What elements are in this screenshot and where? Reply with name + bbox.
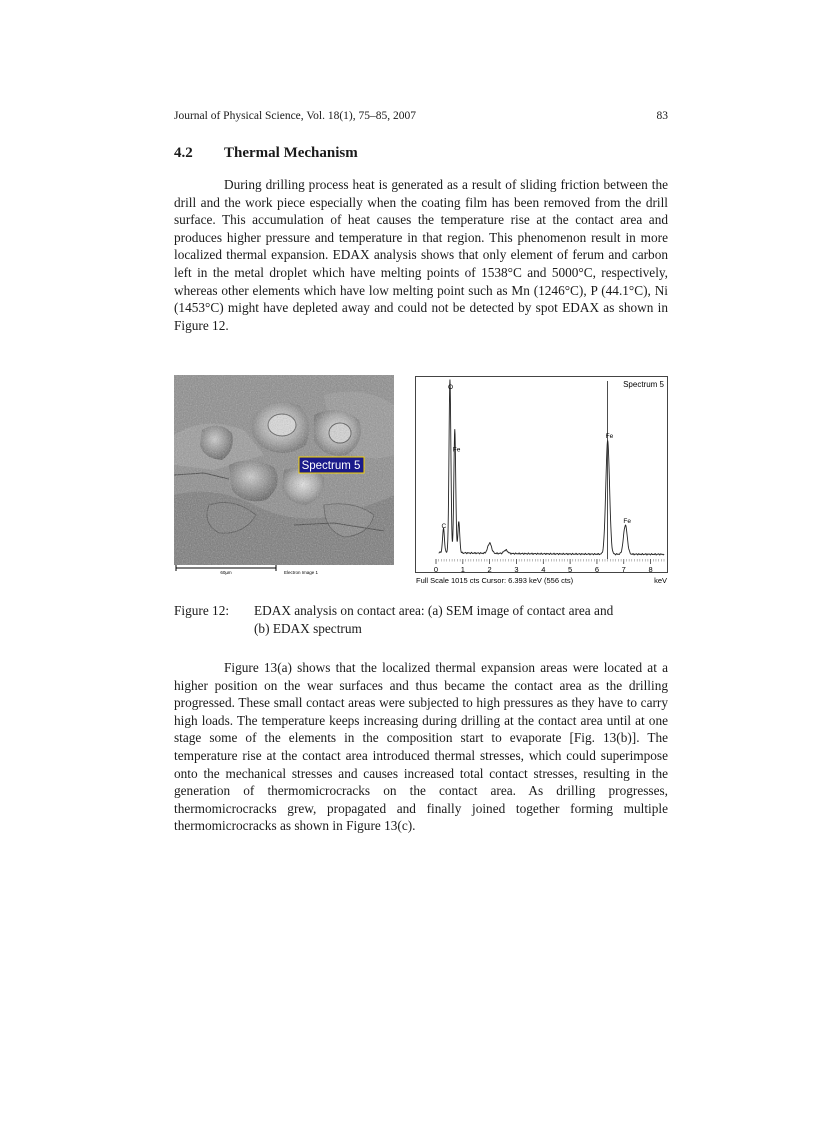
edax-tick-label-2: 2 bbox=[487, 565, 492, 574]
edax-tick-label-3: 3 bbox=[514, 565, 519, 574]
sem-scale-label: 60µm bbox=[220, 570, 232, 575]
edax-tick-label-1: 1 bbox=[460, 565, 465, 574]
edax-peak-label-fe: Fe bbox=[623, 517, 631, 525]
figure-caption-line-1: EDAX analysis on contact area: (a) SEM image of contact area and bbox=[254, 603, 614, 618]
edax-tick-label-4: 4 bbox=[541, 565, 546, 574]
edax-peak-label-fe: Fe bbox=[605, 432, 614, 440]
body-paragraph-2: Figure 13(a) shows that the localized thermal expansion areas were located at a higher position on the wear surfaces and thus became the contact area as the drilling progressed. These small contact areas were subjected to high pressures as they have to carry high loads. The temperature keeps increasing during drilling at the contact area until at one stage some of the elements in the composition start to evaporate [Fig. 13(b)]. The temperature rise at the contact area introduced thermal stresses, which could superimpose onto the mechanical stresses and causes increased total contact stresses, resulting in the generation of thermomicrocracks on the contact area. As drilling progresses, thermomicrocracks grew, propagated and finally joined together forming multiple thermomicrocracks as shown in Figure 13(c). bbox=[174, 660, 668, 834]
page-number: 83 bbox=[656, 110, 668, 122]
edax-tick-label-5: 5 bbox=[568, 565, 573, 574]
body-paragraph-1: During drilling process heat is generated as a result of sliding friction between the drill and the work piece especially when the coating film has been removed from the drill surface. This accumulation of heat causes the temperature rise at the contact area and produces higher pressure and temperature in that region. This phenomenon result in more localized thermal expansion. EDAX analysis shows that only element of ferum and carbon left in the metal droplet which have melting points of 1538°C and 5000°C, respectively, whereas other elements which have low melting point such as Mn (1246°C), P (44.1°C), Ni (1453°C) might have depleted away and could not be detected by spot EDAX as shown in Figure 12. bbox=[174, 177, 668, 333]
edax-footer-left: Full Scale 1015 cts Cursor: 6.393 keV (556 cts) bbox=[416, 576, 574, 585]
edax-tick-label-6: 6 bbox=[594, 565, 600, 574]
edax-tick-label-7: 7 bbox=[621, 565, 626, 574]
running-head bbox=[174, 110, 668, 122]
figure-caption bbox=[174, 602, 674, 637]
edax-tick-label-0: 0 bbox=[433, 565, 439, 574]
figure-caption-label: Figure 12: bbox=[174, 603, 230, 618]
journal-citation: Journal of Physical Science, Vol. 18(1), 75–85, 2007 bbox=[174, 110, 417, 122]
sem-image-label: Electron Image 1 bbox=[284, 570, 319, 575]
edax-title: Spectrum 5 bbox=[623, 380, 664, 389]
edax-peak-label-fe: Fe bbox=[452, 446, 461, 454]
section-title: Thermal Mechanism bbox=[224, 145, 358, 161]
section-number: 4.2 bbox=[174, 145, 193, 161]
edax-footer-right: keV bbox=[654, 576, 667, 585]
section-heading bbox=[174, 145, 358, 162]
edax-spectrum-chart bbox=[414, 375, 669, 587]
edax-tick-label-8: 8 bbox=[648, 565, 653, 574]
edax-peak-label-c: C bbox=[441, 523, 447, 530]
sem-spectrum-label: Spectrum 5 bbox=[301, 460, 361, 472]
sem-image bbox=[174, 375, 394, 575]
edax-peak-label-o: O bbox=[447, 384, 454, 391]
figure-caption-line-2: (b) EDAX spectrum bbox=[254, 620, 362, 636]
